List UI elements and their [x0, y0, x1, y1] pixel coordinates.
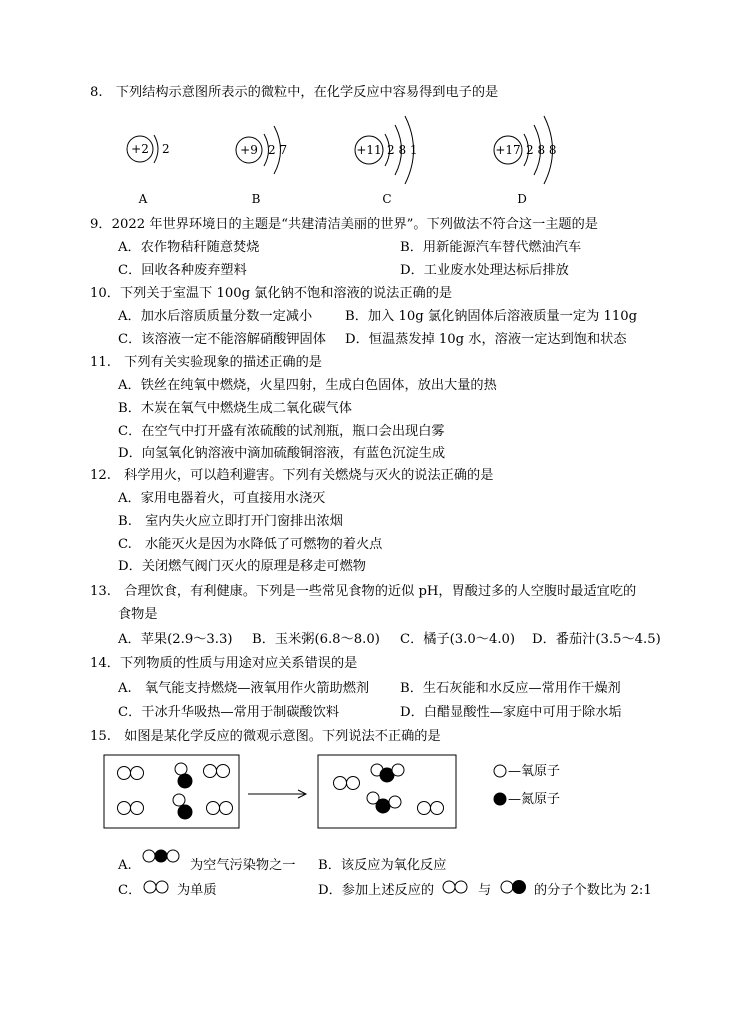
no-molecule-icon — [499, 877, 531, 897]
q10-option-a: A．加水后溶质质量分数一定减小 — [118, 309, 313, 324]
o2-molecule — [118, 802, 144, 815]
q11-option-b: B．木炭在氧气中燃烧生成二氧化碳气体 — [118, 401, 352, 416]
legend-nitrogen — [494, 792, 561, 807]
q10-option-d: D．恒温蒸发掉 10g 水，溶液一定达到饱和状态 — [345, 332, 627, 347]
o2-molecule — [418, 802, 444, 815]
q10-option-c: C．该溶液一定不能溶解硝酸钾固体 — [118, 332, 326, 347]
o2-molecule — [207, 802, 233, 815]
q11-option-a: A．铁丝在纯氧中燃烧，火星四射，生成白色固体，放出大量的热 — [118, 378, 497, 393]
atom-diagram-d — [494, 116, 557, 206]
q10-option-b: B．加入 10g 氯化钠固体后溶液质量一定为 110g — [345, 309, 638, 324]
q15-option-d-text: 的分子个数比为 2:1 — [534, 883, 652, 898]
no2-molecule-icon — [140, 846, 184, 866]
nucleus-b: +9 — [240, 143, 258, 157]
q14-option-c: C．干冰升华吸热—常用于制碳酸饮料 — [118, 705, 340, 720]
q15-option-c-prefix: C． — [118, 883, 142, 898]
q11-stem: 11. 下列有关实验现象的描述正确的是 — [90, 355, 322, 370]
o2-molecule — [118, 767, 144, 780]
q13-stem-line1: 13. 合理饮食，有利健康。下列是一些常见食物的近似 pH，胃酸过多的人空腹时最适宜吃的 — [90, 584, 637, 599]
atom-diagram-a — [127, 135, 170, 206]
q13-option-b: B．玉米粥(6.8～8.0) — [252, 632, 380, 647]
option-label-b: B — [251, 192, 261, 206]
q14-option-a: A. 氧气能支持燃烧—液氧用作火箭助燃剂 — [118, 681, 370, 696]
atom-diagram-c — [355, 116, 418, 206]
option-label-c: C — [382, 192, 392, 206]
q13-stem-line2: 食物是 — [118, 607, 158, 622]
q15-option-a-prefix: A. — [118, 858, 132, 873]
q13-option-c: C．橘子(3.0～4.0) — [400, 632, 516, 647]
q15-option-d-mid: 与 — [478, 883, 492, 898]
q9-option-a: A．农作物秸秆随意焚烧 — [118, 240, 260, 255]
shells-b: 2 7 — [268, 143, 288, 157]
reaction-arrow — [248, 790, 306, 798]
no-molecule — [175, 763, 192, 788]
q10-stem: 10．下列关于室温下 100g 氯化钠不饱和溶液的说法正确的是 — [90, 286, 453, 301]
q14-option-b: B．生石灰能和水反应—常用作干燥剂 — [400, 681, 621, 696]
shells-c: 2 8 1 — [387, 143, 418, 157]
legend-nitrogen-label: —氮原子 — [508, 792, 561, 807]
q11-option-d: D．向氢氧化钠溶液中滴加硫酸铜溶液，有蓝色沉淀生成 — [118, 446, 446, 461]
o2-molecule — [334, 777, 360, 790]
shells-d: 2 8 8 — [526, 143, 557, 157]
shells-a: 2 — [162, 142, 170, 156]
q15-option-b: B．该反应为氧化反应 — [318, 858, 447, 873]
o2-molecule-icon — [441, 879, 473, 897]
q13-option-d: D．番茄汁(3.5～4.5) — [532, 632, 661, 647]
no-molecule — [173, 794, 192, 819]
product-box — [318, 755, 456, 828]
o2-molecule-icon — [142, 879, 174, 897]
q12-option-c: C. 水能灭火是因为水降低了可燃物的着火点 — [118, 537, 383, 552]
q12-stem: 12. 科学用火，可以趋利避害。下列有关燃烧与灭火的说法正确的是 — [90, 468, 494, 483]
q9-stem: 9．2022 年世界环境日的主题是“共建清洁美丽的世界”。下列做法不符合这一主题的是 — [90, 217, 598, 232]
option-label-d: D — [517, 192, 527, 206]
q12-option-a: A．家用电器着火，可直接用水浇灭 — [118, 491, 326, 506]
q14-stem: 14．下列物质的性质与用途对应关系错误的是 — [90, 656, 358, 671]
atom-diagram-b — [236, 126, 287, 206]
q9-option-b: B．用新能源汽车替代燃油汽车 — [400, 240, 582, 255]
reaction-diagram — [0, 750, 744, 835]
q11-option-c: C．在空气中打开盛有浓硫酸的试剂瓶，瓶口会出现白雾 — [118, 424, 445, 439]
nitrogen-atom-icon — [494, 793, 507, 806]
q9-option-d: D．工业废水处理达标后排放 — [400, 263, 569, 278]
option-label-a: A — [138, 192, 148, 206]
q9-option-c: C．回收各种废弃塑料 — [118, 263, 247, 278]
legend-oxygen-label: —氧原子 — [508, 764, 561, 779]
q15-option-d-prefix: D．参加上述反应的 — [318, 883, 435, 898]
q12-option-d: D．关闭燃气阀门灭火的原理是移走可燃物 — [118, 559, 366, 574]
oxygen-atom-icon — [494, 765, 506, 777]
q12-option-b: B. 室内失火应立即打开门窗排出浓烟 — [118, 514, 343, 529]
q15-option-c-text: 为单质 — [177, 883, 217, 898]
q8-stem: 8. 下列结构示意图所表示的微粒中，在化学反应中容易得到电子的是 — [90, 85, 499, 100]
no2-molecule — [367, 792, 401, 813]
q15-option-a-text: 为空气污染物之一 — [190, 858, 296, 873]
nucleus-d: +17 — [495, 143, 521, 157]
q15-stem: 15. 如图是某化学反应的微观示意图。下列说法不正确的是 — [90, 729, 441, 744]
q8-diagrams — [0, 110, 744, 210]
legend-oxygen — [494, 764, 560, 779]
q14-option-d: D．白醋显酸性—家庭中可用于除水垢 — [400, 705, 622, 720]
o2-molecule — [204, 765, 230, 778]
q13-option-a: A．苹果(2.9～3.3) — [118, 632, 233, 647]
nucleus-c: +11 — [356, 143, 382, 157]
no2-molecule — [371, 764, 404, 782]
nucleus-a: +2 — [131, 142, 149, 156]
